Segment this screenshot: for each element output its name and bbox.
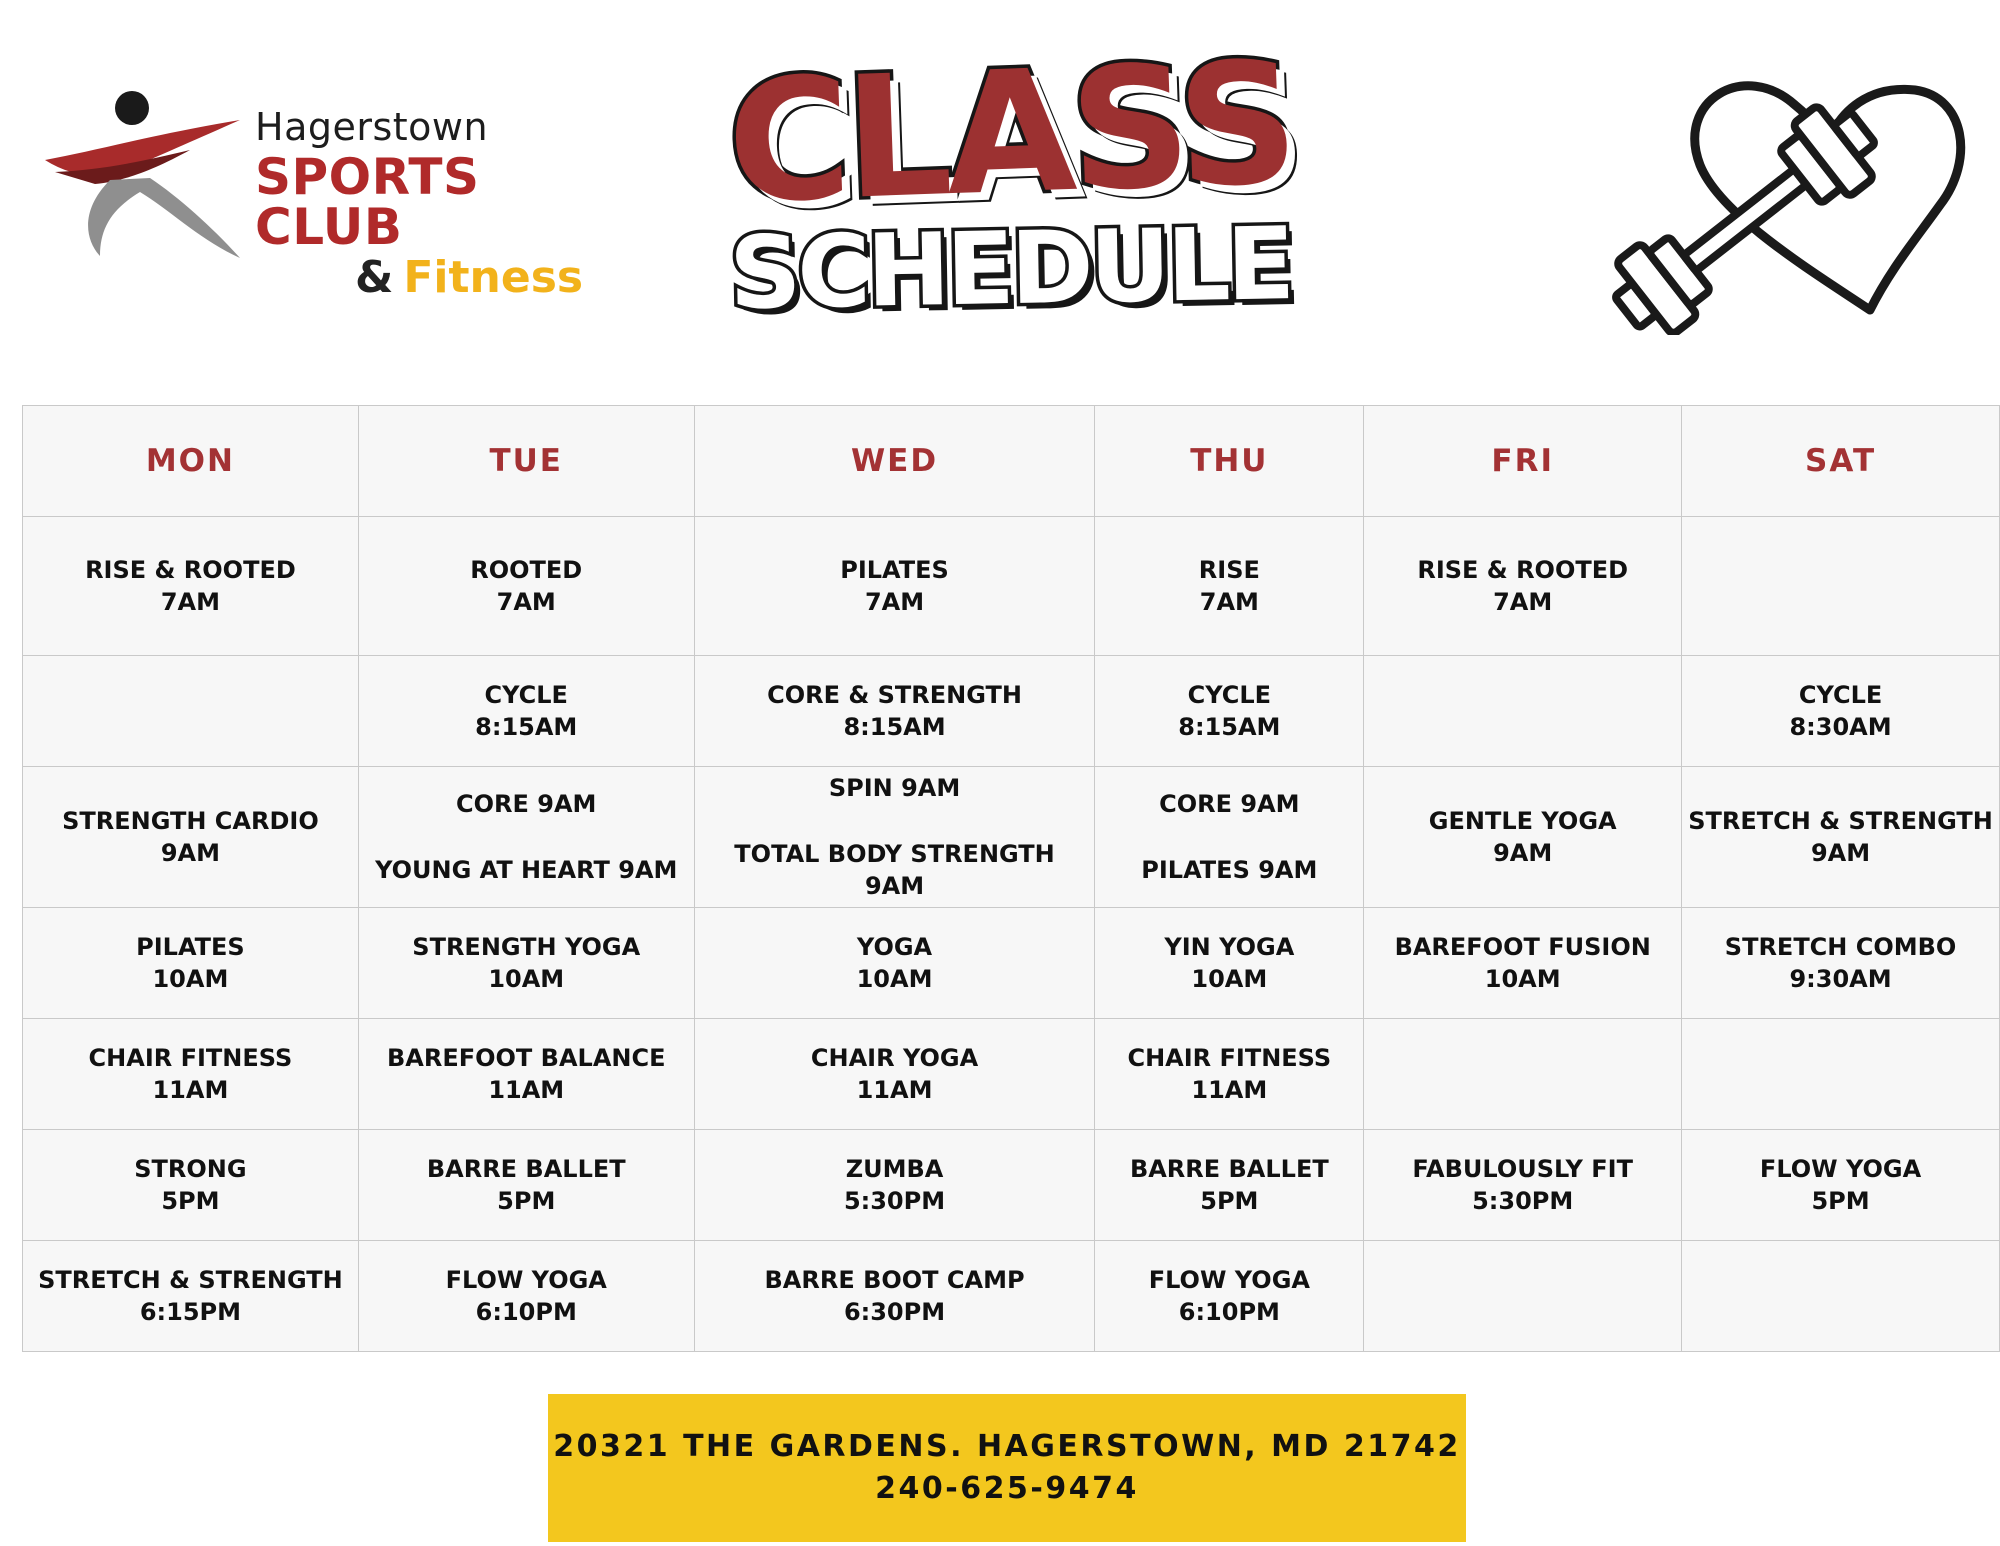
schedule-cell-mon	[23, 656, 359, 767]
schedule-cell-tue	[358, 1130, 694, 1241]
class-entry: STRETCH & STRENGTH 6:15PM	[38, 1266, 343, 1326]
schedule-cell-sat	[1682, 908, 2000, 1019]
schedule-cell-sat	[1682, 1019, 2000, 1130]
table-header-row	[23, 406, 2000, 517]
class-entry: FLOW YOGA 6:10PM	[445, 1266, 607, 1326]
schedule-cell-tue	[358, 656, 694, 767]
class-stack	[701, 772, 1089, 902]
schedule-cell-mon	[23, 1241, 359, 1352]
title-class: CLASS	[724, 25, 1296, 241]
table-row	[23, 1241, 2000, 1352]
class-entry: GENTLE YOGA 9AM	[1428, 807, 1617, 867]
class-entry: PILATES 7AM	[840, 556, 949, 616]
logo-line-hagerstown: Hagerstown	[255, 105, 489, 149]
class-entry: CYCLE 8:30AM	[1789, 681, 1892, 741]
schedule-cell-thu	[1095, 1130, 1364, 1241]
class-entry: BARRE BALLET 5PM	[1129, 1155, 1329, 1215]
logo-line-fitness	[255, 252, 600, 303]
class-entry: FLOW YOGA 5PM	[1759, 1155, 1922, 1215]
class-entry: CORE 9AM	[456, 790, 597, 818]
schedule-cell-fri	[1364, 1019, 1682, 1130]
schedule-cell-mon	[23, 1130, 359, 1241]
class-entry: BARRE BOOT CAMP 6:30PM	[764, 1266, 1025, 1326]
class-entry: YIN YOGA 10AM	[1164, 933, 1295, 993]
class-entry: CORE & STRENGTH 8:15AM	[767, 681, 1022, 741]
address-text: 20321 THE GARDENS. HAGERSTOWN, MD 21742	[553, 1429, 1461, 1464]
schedule-cell-wed	[694, 1019, 1095, 1130]
class-entry: CHAIR FITNESS 11AM	[88, 1044, 293, 1104]
class-entry: FLOW YOGA 6:10PM	[1148, 1266, 1310, 1326]
class-entry: STRETCH COMBO 9:30AM	[1724, 933, 1957, 993]
schedule-cell-tue	[358, 767, 694, 908]
class-entry: PILATES 10AM	[136, 933, 245, 993]
club-logo	[40, 70, 600, 303]
day-header-fri: FRI	[1364, 406, 1682, 517]
schedule-cell-fri	[1364, 1241, 1682, 1352]
day-header-wed: WED	[694, 406, 1095, 517]
schedule-cell-fri	[1364, 908, 1682, 1019]
logo-line-sports-club: SPORTS CLUB	[255, 148, 480, 256]
address-banner	[548, 1394, 1466, 1542]
class-entry: CYCLE 8:15AM	[475, 681, 578, 741]
day-header-thu: THU	[1095, 406, 1364, 517]
class-entry: STRENGTH YOGA 10AM	[412, 933, 641, 993]
class-entry: STRONG 5PM	[134, 1155, 247, 1215]
day-header-mon: MON	[23, 406, 359, 517]
heart-dumbbell-icon	[1570, 55, 1970, 335]
schedule-cell-sat	[1682, 656, 2000, 767]
class-entry: STRETCH & STRENGTH 9AM	[1688, 807, 1993, 867]
schedule-cell-tue	[358, 1241, 694, 1352]
schedule-cell-thu	[1095, 656, 1364, 767]
schedule-cell-tue	[358, 1019, 694, 1130]
table-row	[23, 1019, 2000, 1130]
class-schedule-table	[22, 405, 2000, 1352]
class-stack	[365, 788, 688, 886]
page-title	[700, 25, 1320, 355]
class-entry: RISE 7AM	[1198, 556, 1260, 616]
schedule-cell-fri	[1364, 767, 1682, 908]
table-row	[23, 517, 2000, 656]
class-entry: YOUNG AT HEART 9AM	[375, 856, 678, 884]
class-entry: RISE & ROOTED 7AM	[85, 556, 296, 616]
schedule-cell-thu	[1095, 1241, 1364, 1352]
schedule-cell-sat	[1682, 1130, 2000, 1241]
schedule-cell-sat	[1682, 1241, 2000, 1352]
schedule-cell-tue	[358, 517, 694, 656]
table-row	[23, 767, 2000, 908]
schedule-cell-mon	[23, 767, 359, 908]
schedule-cell-wed	[694, 908, 1095, 1019]
class-entry: CORE 9AM	[1159, 790, 1300, 818]
runner-logo-icon	[40, 80, 260, 260]
table-row	[23, 908, 2000, 1019]
schedule-cell-wed	[694, 1130, 1095, 1241]
logo-fitness-word: Fitness	[403, 252, 584, 303]
schedule-cell-tue	[358, 908, 694, 1019]
day-header-tue: TUE	[358, 406, 694, 517]
class-entry: BAREFOOT BALANCE 11AM	[386, 1044, 666, 1104]
class-entry: BAREFOOT FUSION 10AM	[1394, 933, 1651, 993]
schedule-cell-fri	[1364, 517, 1682, 656]
schedule-cell-sat	[1682, 767, 2000, 908]
class-entry: CHAIR FITNESS 11AM	[1127, 1044, 1332, 1104]
class-entry: TOTAL BODY STRENGTH 9AM	[734, 840, 1055, 900]
schedule-cell-wed	[694, 656, 1095, 767]
day-header-sat: SAT	[1682, 406, 2000, 517]
schedule-cell-thu	[1095, 1019, 1364, 1130]
title-schedule: SCHEDULE	[728, 205, 1292, 332]
phone-number: 240-625-9474	[875, 1471, 1139, 1506]
class-entry: BARRE BALLET 5PM	[426, 1155, 626, 1215]
schedule-cell-mon	[23, 1019, 359, 1130]
schedule-cell-thu	[1095, 908, 1364, 1019]
class-entry: PILATES 9AM	[1141, 856, 1318, 884]
schedule-cell-wed	[694, 1241, 1095, 1352]
class-entry: FABULOUSLY FIT 5:30PM	[1412, 1155, 1633, 1215]
class-entry: STRENGTH CARDIO 9AM	[62, 807, 319, 867]
table-row	[23, 656, 2000, 767]
class-entry: ZUMBA 5:30PM	[843, 1155, 946, 1215]
schedule-cell-wed	[694, 517, 1095, 656]
class-stack	[1101, 788, 1357, 886]
schedule-cell-thu	[1095, 517, 1364, 656]
class-entry: CHAIR YOGA 11AM	[810, 1044, 979, 1104]
class-entry: RISE & ROOTED 7AM	[1417, 556, 1629, 616]
schedule-cell-wed	[694, 767, 1095, 908]
class-entry: SPIN 9AM	[828, 774, 961, 802]
schedule-cell-mon	[23, 908, 359, 1019]
table-row	[23, 1130, 2000, 1241]
schedule-cell-fri	[1364, 656, 1682, 767]
schedule-cell-thu	[1095, 767, 1364, 908]
class-entry: CYCLE 8:15AM	[1178, 681, 1281, 741]
logo-ampersand: &	[355, 252, 394, 303]
schedule-cell-sat	[1682, 517, 2000, 656]
class-entry: YOGA 10AM	[856, 933, 933, 993]
class-entry: ROOTED 7AM	[470, 556, 583, 616]
schedule-cell-mon	[23, 517, 359, 656]
schedule-cell-fri	[1364, 1130, 1682, 1241]
